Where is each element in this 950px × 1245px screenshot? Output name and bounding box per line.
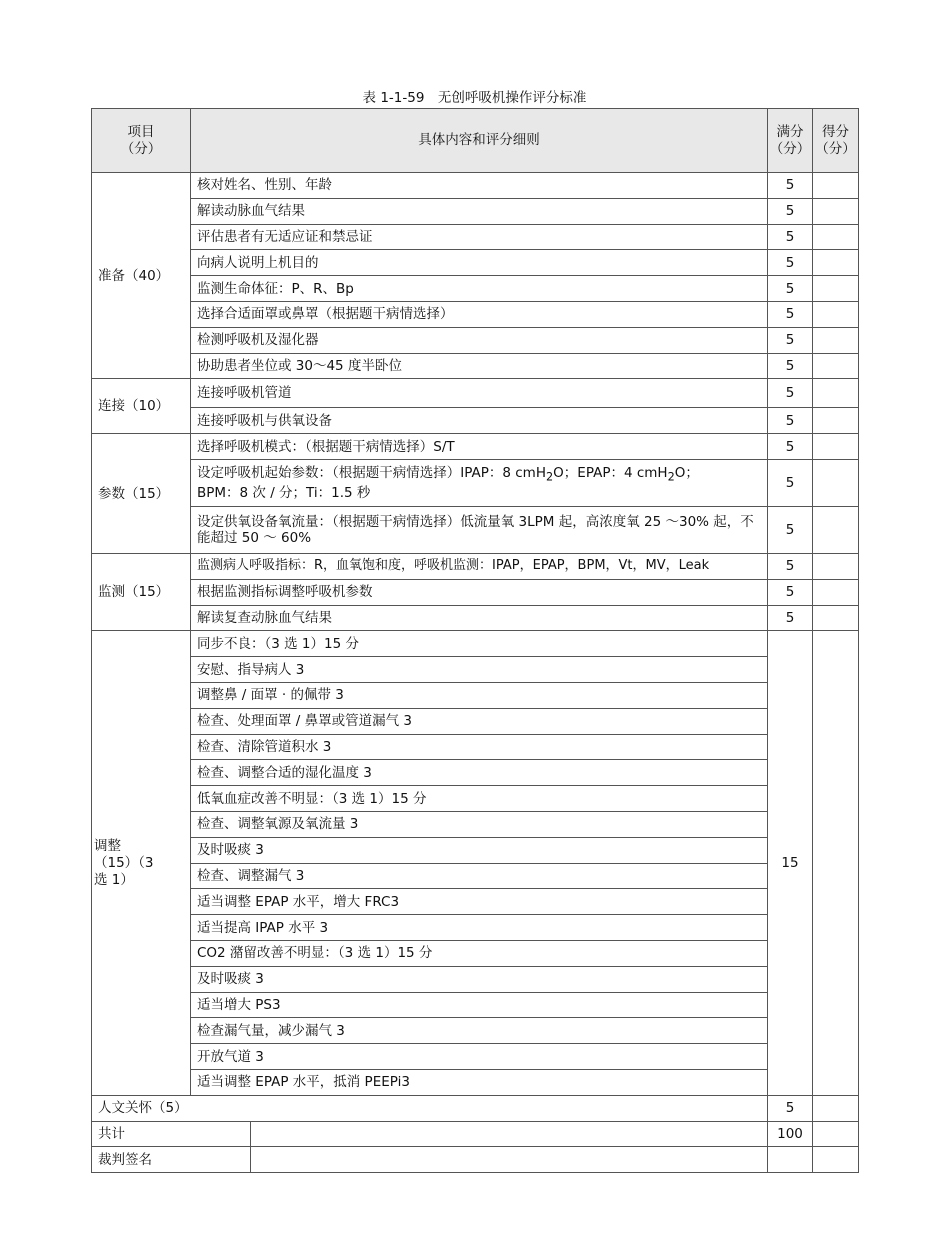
table-row [92, 276, 859, 302]
content-cell: 根据监测指标调整呼吸机参数 [191, 579, 768, 605]
content-cell: 监测生命体征：P、R、Bp [191, 276, 768, 302]
got-score-cell[interactable] [813, 579, 859, 605]
blank-cell [768, 1147, 813, 1173]
table-row [92, 708, 859, 734]
table-row [92, 889, 859, 915]
got-score-cell[interactable] [813, 198, 859, 224]
full-score-cell: 15 [768, 631, 813, 1095]
item-cell: 连接（10） [92, 379, 191, 434]
content-cell: 检查、处理面罩 / 鼻罩或管道漏气 3 [191, 708, 768, 734]
total-blank-cell [251, 1121, 768, 1147]
content-cell: 适当调整 EPAP 水平，增大 FRC3 [191, 889, 768, 915]
content-cell: 监测病人呼吸指标：R，血氧饱和度，呼吸机监测：IPAP，EPAP，BPM，Vt，MV，Leak [191, 553, 768, 579]
content-cell: 评估患者有无适应证和禁忌证 [191, 224, 768, 250]
table-row [92, 553, 859, 579]
content-text: 设定呼吸机起始参数：（根据题干病情选择）IPAP：8 cmH [197, 464, 546, 481]
full-score-cell: 5 [768, 1095, 813, 1121]
got-score-cell[interactable] [813, 1095, 859, 1121]
header-full-line2: （分） [769, 140, 811, 157]
got-score-cell[interactable] [813, 173, 859, 199]
content-cell: 选择呼吸机模式：（根据题干病情选择）S/T [191, 434, 768, 460]
content-text: O； [674, 464, 699, 481]
content-cell: 及时吸痰 3 [191, 966, 768, 992]
header-got-line2: （分） [815, 140, 856, 157]
content-cell: 检查、调整漏气 3 [191, 863, 768, 889]
got-score-cell[interactable] [813, 353, 859, 379]
table-row [92, 863, 859, 889]
table-row [92, 915, 859, 941]
content-cell [191, 459, 768, 506]
full-score-cell: 5 [768, 553, 813, 579]
table-row [92, 605, 859, 631]
table-row [92, 434, 859, 460]
item-cell: 参数（15） [92, 434, 191, 554]
signature-label: 裁判签名 [92, 1147, 251, 1173]
content-cell: 开放气道 3 [191, 1044, 768, 1070]
full-score-cell: 5 [768, 173, 813, 199]
item-line: 调整 [94, 837, 121, 854]
item-line: 选 1） [94, 871, 134, 888]
content-cell: 及时吸痰 3 [191, 837, 768, 863]
full-score-cell: 5 [768, 276, 813, 302]
table-row [92, 379, 859, 408]
table-row [92, 1018, 859, 1044]
total-label: 共计 [92, 1121, 251, 1147]
content-cell: 连接呼吸机管道 [191, 379, 768, 408]
got-score-cell[interactable] [813, 379, 859, 408]
got-score-cell[interactable] [813, 224, 859, 250]
full-score-cell: 5 [768, 506, 813, 553]
got-score-cell[interactable] [813, 434, 859, 460]
full-score-cell: 5 [768, 224, 813, 250]
table-row [92, 734, 859, 760]
table-row [92, 682, 859, 708]
table-row [92, 327, 859, 353]
table-row [92, 198, 859, 224]
scoring-table [91, 108, 859, 1173]
content-cell: 解读动脉血气结果 [191, 198, 768, 224]
content-text: O；EPAP：4 cmH [553, 464, 668, 481]
table-caption: 表 1-1-59 无创呼吸机操作评分标准 [362, 90, 587, 106]
table-row [92, 353, 859, 379]
table-row [92, 631, 859, 657]
table-row [92, 992, 859, 1018]
content-cell: 安慰、指导病人 3 [191, 657, 768, 683]
full-score-cell: 5 [768, 459, 813, 506]
content-cell: 检查漏气量，减少漏气 3 [191, 1018, 768, 1044]
table-row [92, 459, 859, 506]
content-cell: 适当调整 EPAP 水平，抵消 PEEPi3 [191, 1069, 768, 1095]
full-score-cell: 5 [768, 327, 813, 353]
full-score-cell: 5 [768, 198, 813, 224]
table-row [92, 301, 859, 327]
item-cell [92, 631, 191, 1095]
table-row [92, 250, 859, 276]
got-score-cell[interactable] [813, 327, 859, 353]
content-cell: 检查、调整氧源及氧流量 3 [191, 811, 768, 837]
content-cell: 适当增大 PS3 [191, 992, 768, 1018]
full-score-cell: 5 [768, 353, 813, 379]
got-score-cell[interactable] [813, 1121, 859, 1147]
got-score-cell[interactable] [813, 459, 859, 506]
got-score-cell[interactable] [813, 605, 859, 631]
header-full-line1: 满分 [776, 123, 804, 140]
header-item [92, 109, 191, 173]
content-cell: 调整鼻 / 面罩 · 的佩带 3 [191, 682, 768, 708]
content-cell: CO2 潴留改善不明显：（3 选 1）15 分 [191, 940, 768, 966]
blank-cell [813, 1147, 859, 1173]
full-score-cell: 5 [768, 434, 813, 460]
full-score-cell: 5 [768, 250, 813, 276]
item-cell: 准备（40） [92, 173, 191, 379]
full-score-cell: 5 [768, 579, 813, 605]
got-score-cell[interactable] [813, 408, 859, 434]
header-row [92, 109, 859, 173]
full-score-cell: 5 [768, 408, 813, 434]
content-cell: 检测呼吸机及湿化器 [191, 327, 768, 353]
table-row [92, 579, 859, 605]
full-score-cell: 5 [768, 301, 813, 327]
content-cell: 检查、调整合适的湿化温度 3 [191, 760, 768, 786]
table-row [92, 940, 859, 966]
table-row [92, 224, 859, 250]
full-score-cell: 5 [768, 605, 813, 631]
subscript: 2 [667, 470, 675, 484]
subscript: 2 [546, 470, 554, 484]
content-text: BPM：8 次 / 分；Ti：1.5 秒 [197, 485, 371, 502]
content-cell: 核对姓名、性别、年龄 [191, 173, 768, 199]
full-score-cell: 5 [768, 379, 813, 408]
content-cell: 连接呼吸机与供氧设备 [191, 408, 768, 434]
header-got-score [813, 109, 859, 173]
item-line: （15）（3 [94, 854, 154, 871]
table-row [92, 408, 859, 434]
content-cell: 协助患者坐位或 30～45 度半卧位 [191, 353, 768, 379]
got-score-cell[interactable] [813, 276, 859, 302]
header-item-line2: （分） [120, 140, 162, 157]
table-row [92, 506, 859, 553]
table-row [92, 837, 859, 863]
got-score-cell[interactable] [813, 301, 859, 327]
content-cell: 低氧血症改善不明显：（3 选 1）15 分 [191, 786, 768, 812]
table-row [92, 786, 859, 812]
table-row [92, 966, 859, 992]
content-cell: 设定供氧设备氧流量：（根据题干病情选择）低流量氧 3LPM 起，高浓度氧 25 ～30% 起，不能超过 50 ～ 60% [191, 506, 768, 553]
humanistic-label: 人文关怀（5） [92, 1095, 768, 1121]
header-content: 具体内容和评分细则 [191, 109, 768, 173]
got-score-cell[interactable] [813, 631, 859, 1095]
total-score-cell: 100 [768, 1121, 813, 1147]
table-row [92, 811, 859, 837]
table-row [92, 657, 859, 683]
header-item-line1: 项目 [127, 123, 155, 140]
got-score-cell[interactable] [813, 250, 859, 276]
content-cell: 向病人说明上机目的 [191, 250, 768, 276]
content-cell: 同步不良：（3 选 1）15 分 [191, 631, 768, 657]
header-full-score [768, 109, 813, 173]
content-cell: 解读复查动脉血气结果 [191, 605, 768, 631]
table-row [92, 1044, 859, 1070]
table-row [92, 1121, 859, 1147]
table-row [92, 1147, 859, 1173]
table-row [92, 760, 859, 786]
item-cell: 监测（15） [92, 553, 191, 630]
table-row [92, 1095, 859, 1121]
got-score-cell[interactable] [813, 506, 859, 553]
content-cell: 选择合适面罩或鼻罩（根据题干病情选择） [191, 301, 768, 327]
header-got-line1: 得分 [822, 123, 849, 140]
table-row [92, 173, 859, 199]
got-score-cell[interactable] [813, 553, 859, 579]
table-row [92, 1069, 859, 1095]
content-cell: 检查、清除管道积水 3 [191, 734, 768, 760]
signature-field[interactable] [251, 1147, 768, 1173]
content-cell: 适当提高 IPAP 水平 3 [191, 915, 768, 941]
